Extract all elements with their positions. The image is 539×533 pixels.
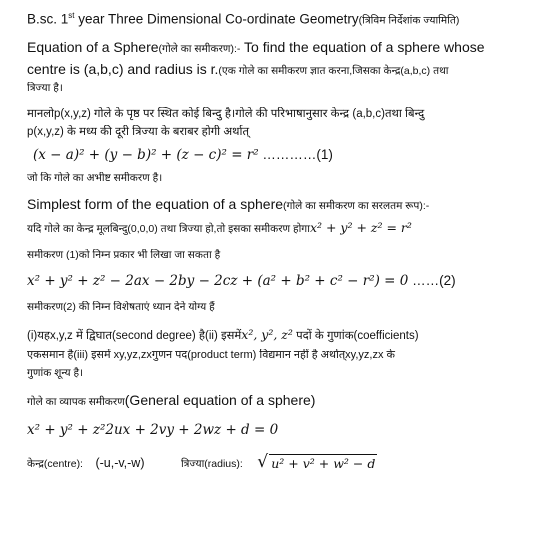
title-hindi: (त्रिविम निर्देशांक ज्यामिति): [358, 14, 460, 27]
title-prefix: B.sc. 1: [27, 11, 69, 27]
assume-line-2: p(x,y,z) के मध्य की दूरी त्रिज्या के बराबर होगी अर्थात्: [27, 125, 250, 138]
written-text: समीकरण (1)को निम्न प्रकार भी लिखा जा सकता है: [27, 248, 221, 261]
sphere-line-2: [27, 61, 529, 79]
simplest-line: [27, 218, 529, 238]
desired-equation-text: जो कि गोले का अभीष्ट समीकरण है।: [27, 172, 163, 185]
radius-expr: u² + v² + w² − d: [271, 455, 376, 471]
features-line-1: [27, 325, 529, 345]
general-equation: x² + y² + z²2ux + 2vy + 2wz + d = 0: [27, 421, 279, 438]
centre-value: (-u,-v,-w): [95, 455, 145, 470]
equation-1-expr: (x − a)² + (y − b)² + (z − c)² = r²: [33, 147, 259, 164]
equation-1-tag: …………(1): [258, 147, 333, 163]
simplest-line-text: यदि गोले का केन्द्र मूलबिन्दु(0,0,0) तथा त्रिज्या हो,तो इसका समीकरण होगा: [27, 222, 310, 235]
centre-label: केन्द्र(centre):: [27, 457, 83, 470]
equation-2: [27, 273, 529, 290]
sqrt-symbol: √: [257, 452, 269, 472]
sphere-heading-hi: (गोले का समीकरण):-: [158, 43, 241, 56]
general-heading: [27, 391, 529, 411]
title-superscript: st: [68, 11, 75, 20]
simplest-heading-en: Simplest form of the equation of a sphere: [27, 196, 284, 213]
features-intro: समीकरण(2) की निम्न विशेषताएं ध्यान देने योग्य हैं: [27, 300, 215, 313]
document-title: [27, 11, 529, 28]
radius-label: त्रिज्या(radius):: [180, 457, 243, 470]
simplest-heading: [27, 196, 529, 214]
sphere-line2-en: centre is (a,b,c) and radius is r.: [27, 60, 219, 77]
sphere-heading: [27, 39, 529, 57]
features-line-3: गुणांक शून्य है।: [27, 366, 84, 379]
simplest-heading-hi: (गोले का समीकरण का सरलतम रूप):-: [283, 200, 430, 213]
features-line-2: एकसमान है(iii) इसमें xy,yz,zxगुणन पद(product term) विद्यमान नहीं है अर्थात्xy,yz,zx के: [27, 348, 395, 361]
equation-2-tag: ……(2): [408, 272, 456, 288]
title-text: year Three Dimensional Co-ordinate Geometry: [74, 11, 359, 27]
sphere-heading-en: Equation of a Sphere: [27, 39, 159, 56]
features-line1-math: x², y², z²: [241, 326, 293, 342]
assume-line-1: मानलोp(x,y,z) गोले के पृष्ठ पर स्थित कोई बिन्दु है।गोले की परिभाषानुसार केन्द्र (a,b,c)तथा बिन्दु: [27, 107, 425, 120]
general-heading-en: (General equation of a sphere): [124, 391, 316, 408]
equation-1: [33, 147, 529, 164]
sphere-heading-rest: To find the equation of a sphere whose: [240, 39, 485, 56]
general-heading-hi: गोले का व्यापक समीकरण: [27, 395, 125, 408]
centre-radius-line: [27, 453, 529, 473]
sphere-line-3: त्रिज्या है।: [27, 82, 63, 95]
features-line1-a: (i)यहx,y,z में द्विघात(second degree) है(ii) इसमें: [27, 329, 242, 342]
sphere-line2-hi: (एक गोले का समीकरण ज्ञात करना,जिसका केन्द्र(a,b,c) तथा: [218, 64, 449, 77]
equation-2-expr: x² + y² + z² − 2ax − 2by − 2cz + (a² + b² + c² − r²) = 0: [27, 272, 409, 289]
radius-sqrt: [257, 454, 377, 472]
features-line1-b: पदों के गुणांक(coefficients): [292, 329, 419, 342]
simplest-expr: x² + y² + z² = r²: [309, 219, 412, 235]
